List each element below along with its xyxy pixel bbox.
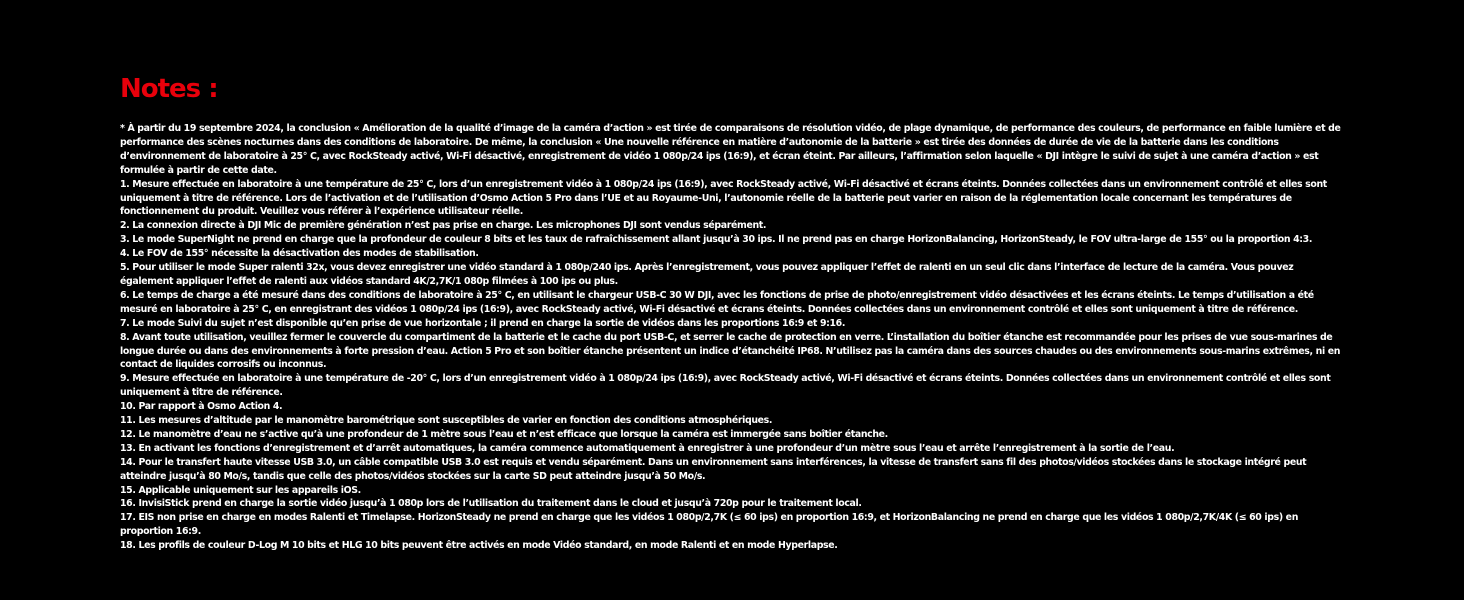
note-4: 4. Le FOV de 155° nécessite la désactivation des modes de stabilisation.	[120, 248, 479, 260]
note-5: 5. Pour utiliser le mode Super ralenti 32x, vous devez enregistrer une vidéo standard à 1 080p/240 ips. Après l’enregistrement, vous pouvez appliquer l’effet de ralenti en un seul clic dans l’interface de lecture de la caméra. Vous pouvez également appliquer l’effet de ralenti aux vidéos standard 4K/2,7K/1 080p filmées à 100 ips ou plus.	[120, 262, 1294, 287]
note-13: 13. En activant les fonctions d’enregistrement et d’arrêt automatiques, la caméra commence automatiquement à enregistrer à une profondeur d’un mètre sous l’eau et arrête l’enregistrement à la sortie de l’eau.	[120, 442, 1175, 454]
note-6: 6. Le temps de charge a été mesuré dans des conditions de laboratoire à 25° C, en utilisant le chargeur USB-C 30 W DJI, avec les fonctions de prise de photo/enregistrement vidéo désactivées et les écrans éteints. Le temps d’utilisation a été mesuré en laboratoire à 25° C, en enregistrant des vidéos 1 080p/24 ips (16:9), avec RockSteady activé, Wi-Fi désactivé et écrans éteints. Données collectées dans un environnement contrôlé et elles sont uniquement à titre de référence.	[120, 289, 1314, 315]
note-10: 10. Par rapport à Osmo Action 4.	[120, 401, 283, 413]
note-3: 3. Le mode SuperNight ne prend en charge que la profondeur de couleur 8 bits et les taux de rafraîchissement allant jusqu’à 30 ips. Il ne prend pas en charge HorizonBalancing, HorizonSteady, le FOV ultra-large de 155° ou la proportion 4:3.	[120, 234, 1313, 246]
note-18: 18. Les profils de couleur D-Log M 10 bits et HLG 10 bits peuvent être activés en mode Vidéo standard, en mode Ralenti et en mode Hyperlapse.	[120, 540, 838, 552]
note-1: 1. Mesure effectuée en laboratoire à une température de 25° C, lors d’un enregistrement vidéo à 1 080p/24 ips (16:9), avec RockSteady activé, Wi-Fi désactivé et écrans éteints. Données collectées dans un environnement contrôlé et elles sont uniquement à titre de référence. Lors de l’activation et de l’utilisation d’Osmo Action 5 Pro dans l’UE et au Royaume-Uni, l’autonomie réelle de la batterie peut varier en raison de la réglementation locale concernant les températures de fonctionnement du produit. Veuillez vous référer à l’expérience utilisateur réelle.	[120, 178, 1327, 218]
note-11: 11. Les mesures d’altitude par le manomètre barométrique sont susceptibles de varier en fonction des conditions atmosphériques.	[120, 415, 773, 427]
note-disclaimer: * À partir du 19 septembre 2024, la conclusion « Amélioration de la qualité d’image de la caméra d’action » est tirée de comparaisons de résolution vidéo, de plage dynamique, de performance des couleurs, de performance en faible lumière et de performance des scènes nocturnes dans des conditions de laboratoire. De même, la conclusion « Une nouvelle référence en matière d’autonomie de la batterie » est tirée des données de durée de vie de la batterie dans les conditions d’environnement de laboratoire à 25° C, avec RockSteady activé, Wi-Fi désactivé, enregistrement de vidéo 1 080p/24 ips (16:9), et écran éteint. Par ailleurs, l’affirmation selon laquelle « DJI intègre le suivi de sujet à une caméra d’action » est formulée à partir de cette date.	[120, 123, 1341, 176]
note-14: 14. Pour le transfert haute vitesse USB 3.0, un câble compatible USB 3.0 est requis et vendu séparément. Dans un environnement sans interférences, la vitesse de transfert sans fil des photos/vidéos stockées dans le stockage intégré peut atteindre jusqu’à 80 Mo/s, tandis que celle des photos/vidéos stockées sur la carte SD peut atteindre jusqu’à 50 Mo/s.	[120, 456, 1307, 482]
note-16: 16. InvisiStick prend en charge la sortie vidéo jusqu’à 1 080p lors de l’utilisation du traitement dans le cloud et jusqu’à 720p pour le traitement local.	[120, 498, 862, 510]
note-2: 2. La connexion directe à DJI Mic de première génération n’est pas prise en charge. Les microphones DJI sont vendus séparément.	[120, 220, 767, 232]
notes-list	[120, 122, 1348, 553]
notes-title: Notes :	[120, 74, 218, 104]
note-8: 8. Avant toute utilisation, veuillez fermer le couvercle du compartiment de la batterie et le cache du port USB-C, et serrer le cache de protection en verre. L’installation du boîtier étanche est recommandée pour les prises de vue sous-marines de longue durée ou dans des environnements à forte pression d’eau. Action 5 Pro et son boîtier étanche présentent un indice d’étanchéité IP68. N’utilisez pas la caméra dans des sources chaudes ou des environnements sous-marins extrêmes, ni en contact de liquides corrosifs ou inconnus.	[120, 331, 1341, 371]
note-12: 12. Le manomètre d’eau ne s’active qu’à une profondeur de 1 mètre sous l’eau et n’est efficace que lorsque la caméra est immergée sans boîtier étanche.	[120, 428, 888, 440]
note-9: 9. Mesure effectuée en laboratoire à une température de -20° C, lors d’un enregistrement vidéo à 1 080p/24 ips (16:9), avec RockSteady activé, Wi-Fi désactivé et écrans éteints. Données collectées dans un environnement contrôlé et elles sont uniquement à titre de référence.	[120, 373, 1331, 399]
note-15: 15. Applicable uniquement sur les appareils iOS.	[120, 484, 361, 496]
note-7: 7. Le mode Suivi du sujet n’est disponible qu’en prise de vue horizontale ; il prend en charge la sortie de vidéos dans les proportions 16:9 et 9:16.	[120, 317, 846, 329]
note-17: 17. EIS non prise en charge en modes Ralenti et Timelapse. HorizonSteady ne prend en charge que les vidéos 1 080p/2,7K (≤ 60 ips) en proportion 16:9, et HorizonBalancing ne prend en charge que les vidéos 1 080p/2,7K/4K (≤ 60 ips) en proportion 16:9.	[120, 512, 1299, 538]
